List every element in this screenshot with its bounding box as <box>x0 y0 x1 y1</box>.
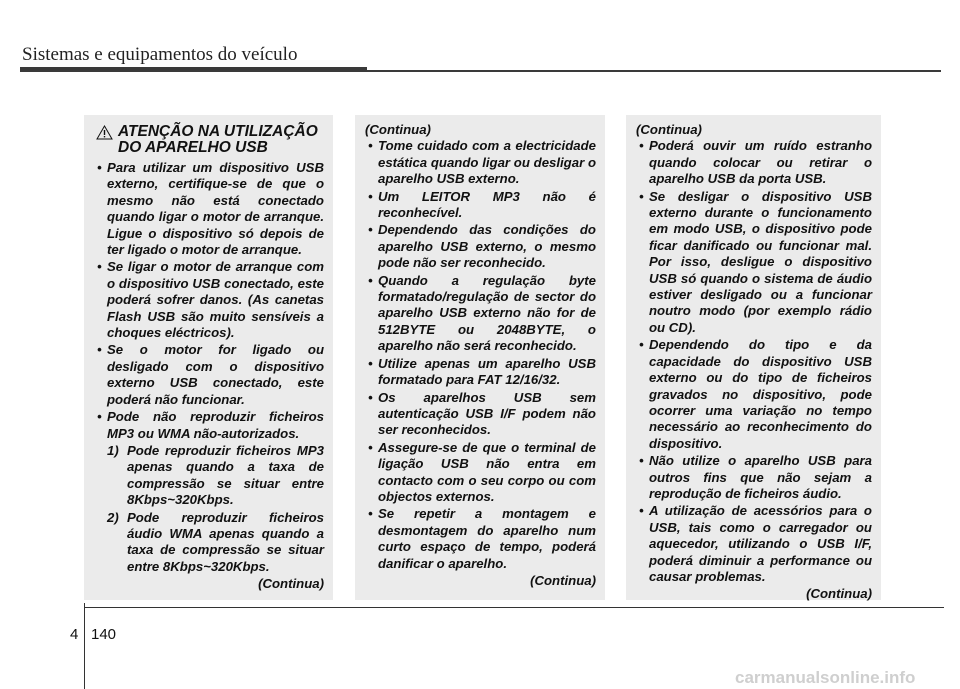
list-item: • Um LEITOR MP3 não é reconhecível. <box>368 188 596 221</box>
list-item: • Não utilize o aparelho USB para outros fins que não sejam a reprodução de ficheiros áudio. <box>639 453 872 501</box>
warning-triangle-icon <box>96 125 113 140</box>
list-item: • Pode não reproduzir ficheiros MP3 ou WMA não-autorizados. <box>97 409 324 441</box>
caution-box-continued <box>355 115 605 600</box>
continued-label: (Continua) <box>258 576 324 592</box>
section-number: 4 <box>70 626 79 643</box>
list-item: • Os aparelhos USB sem autenticação USB I/F podem não ser reconhecidos. <box>368 389 596 438</box>
page-number: 140 <box>91 626 117 643</box>
page-header-title: Sistemas e equipamentos do veículo <box>22 44 298 65</box>
list-item: • Se repetir a montagem e desmontagem do aparelho num curto espaço de tempo, poderá danificar o aparelho. <box>368 506 596 571</box>
list-item: • Poderá ouvir um ruído estranho quando colocar ou retirar o aparelho USB da porta USB. <box>639 138 872 187</box>
caution-box-continued <box>626 115 881 600</box>
continued-label: (Continua) <box>636 122 702 137</box>
list-item: • A utilização de acessórios para o USB, tais como o carregador ou aquecedor, utilizando o USB I/F, poderá diminuir a performance ou causar problemas. <box>639 503 872 584</box>
header-bar <box>20 67 367 72</box>
list-item: • Se o motor for ligado ou desligado com o dispositivo externo USB conectado, este poderá não funcionar. <box>97 342 324 407</box>
continued-label: (Continua) <box>530 572 596 588</box>
list-item: • Dependendo das condições do aparelho USB externo, o mesmo pode não ser reconhecido. <box>368 222 596 271</box>
header-rule <box>367 70 941 72</box>
list-item: • Tome cuidado com a electricidade estática quando ligar ou desligar o aparelho USB externo. <box>368 138 596 187</box>
footer-divider <box>84 603 85 689</box>
caution-heading: ATENÇÃO NA UTILIZAÇÃO DO APARELHO USB <box>94 124 324 156</box>
watermark: carmanualsonline.info <box>735 668 916 687</box>
numbered-item: 1) Pode reproduzir ficheiros MP3 apenas quando a taxa de compressão se situar entre 8Kbps~320Kbps. <box>107 442 324 508</box>
list-item: • Se ligar o motor de arranque com o dispositivo USB conectado, este poderá sofrer danos. (As canetas Flash USB são muito sensíveis a choques eléctricos). <box>97 259 324 341</box>
list-item: • Utilize apenas um aparelho USB formatado para FAT 12/16/32. <box>368 355 596 388</box>
footer-rule <box>84 607 944 608</box>
continued-label: (Continua) <box>806 586 872 602</box>
numbered-item: 2) Pode reproduzir ficheiros áudio WMA apenas quando a taxa de compressão se situar entre 8Kbps~320Kbps. <box>107 509 324 574</box>
list-item: • Se desligar o dispositivo USB externo durante o funcionamento em modo USB, o dispositivo pode ficar danificado ou funcionar mal. Por isso, desligue o dispositivo USB só quando o sistema de áudio estiver desligado ou a funcionar noutro modo (por exemplo rádio ou CD). <box>639 188 872 335</box>
list-item: • Dependendo do tipo e da capacidade do dispositivo USB externo ou do tipo de ficheiros gravados no dispositivo, pode ocorrer uma variação no tempo necessário ao reconhecimento do dispositivo. <box>639 337 872 451</box>
list-item: • Assegure-se de que o terminal de ligação USB não entra em contacto com o seu corpo ou com objectos externos. <box>368 439 596 504</box>
list-item: • Quando a regulação byte formatado/regulação de sector do aparelho USB externo não for de 512BYTE ou 2048BYTE, o aparelho não será reconhecido. <box>368 272 596 354</box>
caution-box <box>84 115 333 600</box>
list-item: • Para utilizar um dispositivo USB externo, certifique-se de que o mesmo não está conectado quando ligar o motor de arranque. Ligue o dispositivo só depois de ter ligado o motor de arranque. <box>97 160 324 258</box>
continued-label: (Continua) <box>365 122 431 137</box>
